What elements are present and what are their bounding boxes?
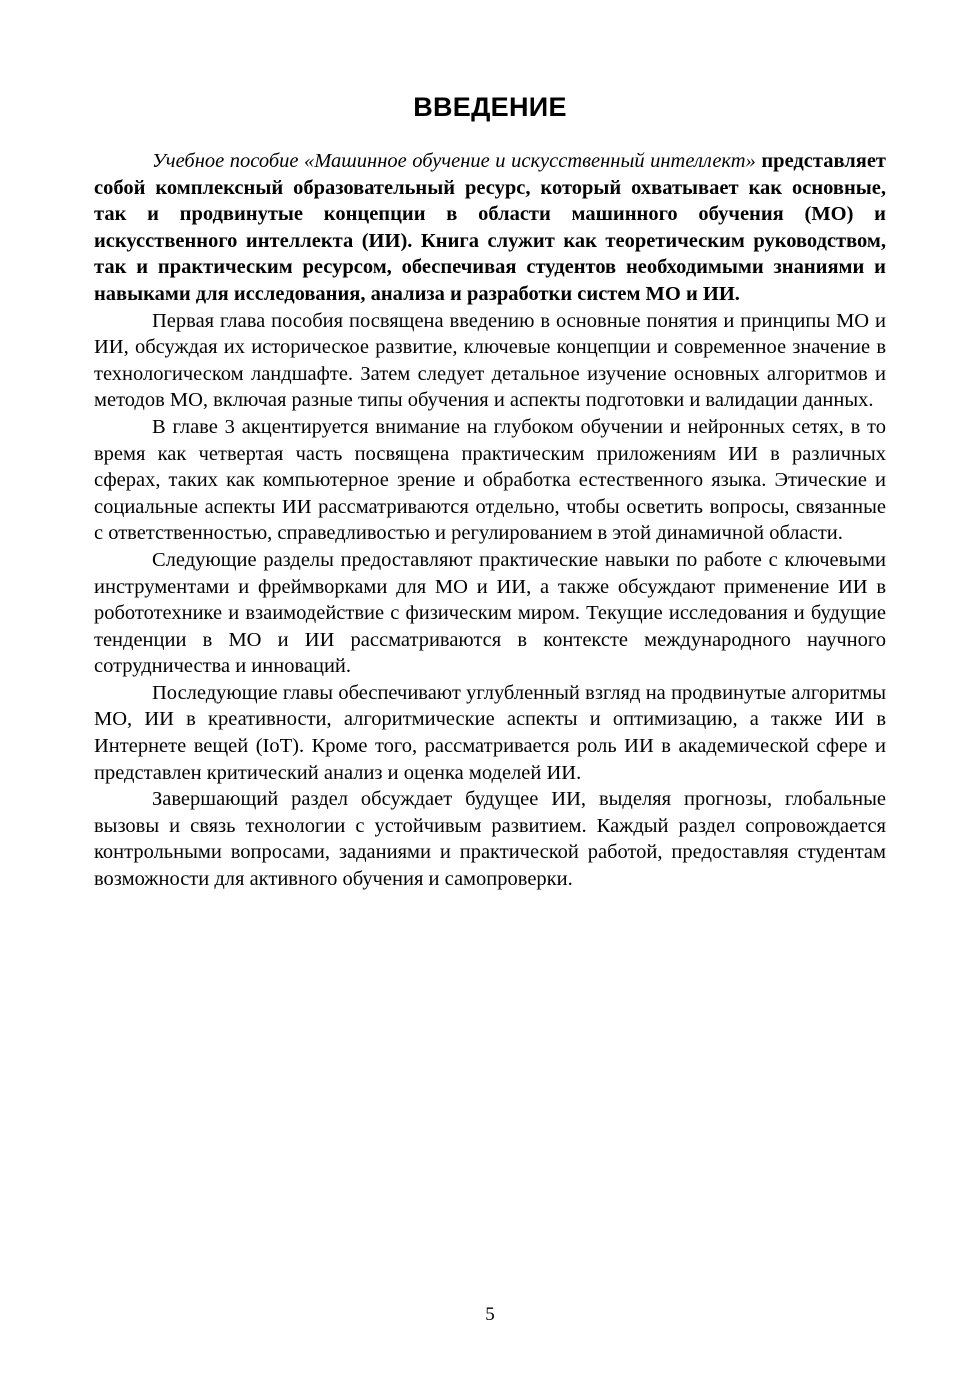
intro-paragraph <box>94 148 886 308</box>
paragraph: Следующие разделы предоставляют практические навыки по работе с ключевыми инструментами и фреймворками для МО и ИИ, а также обсуждают применение ИИ в робототехнике и взаимодействие с физическим миром. Текущие исследования и будущие тенденции в МО и ИИ рассматриваются в контексте международного научного сотрудничества и инноваций. <box>94 548 886 678</box>
paragraph: Последующие главы обеспечивают углубленный взгляд на продвинутые алгоритмы МО, ИИ в креативности, алгоритмические аспекты и оптимизацию, а также ИИ в Интернете вещей (IoT). Кроме того, рассматривается роль ИИ в академической сфере и представлен критический анализ и оценка моделей ИИ. <box>94 681 886 784</box>
document-body <box>94 148 886 893</box>
paragraph: Первая глава пособия посвящена введению в основные понятия и принципы МО и ИИ, обсуждая их историческое развитие, ключевые концепции и современное значение в технологическом ландшафте. Затем следует детальное изучение основных алгоритмов и методов МО, включая разные типы обучения и аспекты подготовки и валидации данных. <box>94 309 886 412</box>
intro-bold-text: представляет собой комплексный образовательный ресурс, который охватывает как основные, так и продвинутые концепции в области машинного обучения (МО) и искусственного интеллекта (ИИ). Книга служит как теоретическим руководством, так и практическим ресурсом, обеспечивая студентов необходимыми знаниями и навыками для исследования, анализа и разработки систем МО и ИИ. <box>94 150 887 305</box>
paragraph: Завершающий раздел обсуждает будущее ИИ, выделяя прогнозы, глобальные вызовы и связь технологии с устойчивым развитием. Каждый раздел сопровождается контрольными вопросами, заданиями и практической работой, предоставляя студентам возможности для активного обучения и самопроверки. <box>94 788 886 891</box>
intro-book-title: Учебное пособие «Машинное обучение и искусственный интеллект» <box>152 150 756 172</box>
page-title: ВВЕДЕНИЕ <box>413 92 567 122</box>
paragraph: В главе 3 акцентируется внимание на глубоком обучении и нейронных сетях, в то время как четвертая часть посвящена практическим приложениям ИИ в различных сферах, таких как компьютерное зрение и обработка естественного языка. Этические и социальные аспекты ИИ рассматриваются отдельно, чтобы осветить вопросы, связанные с ответственностью, справедливостью и регулированием в этой динамичной области. <box>94 415 886 545</box>
page-number: 5 <box>485 1304 495 1325</box>
